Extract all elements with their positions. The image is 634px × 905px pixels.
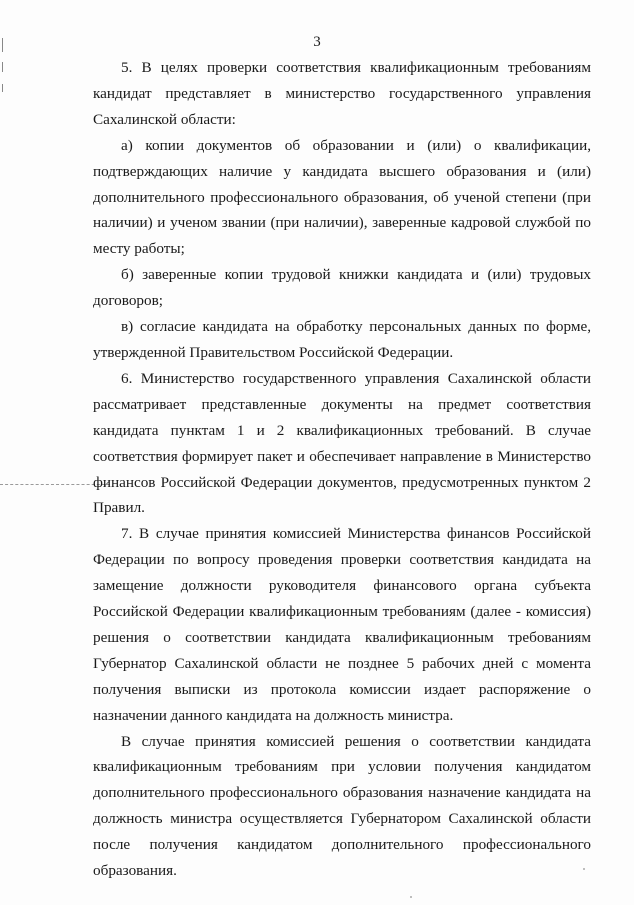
document-body <box>93 55 591 884</box>
paragraph-7: 7. В случае принятия комиссией Министерства финансов Российской Федерации по вопросу проведения проверки соответствия кандидата на замещение должности руководителя финансового органа субъекта Российской Федерации квалификационным требованиям (далее - комиссия) решения о соответствии кандидата квалификационным требованиям Губернатор Сахалинской области не позднее 5 рабочих дней с момента получения выписки из протокола комиссии издает распоряжение о назначении данного кандидата на должность министра. <box>93 525 591 724</box>
scan-margin-mark <box>2 84 3 92</box>
paragraph-5b: б) заверенные копии трудовой книжки кандидата и (или) трудовых договоров; <box>93 266 591 310</box>
paragraph-6: 6. Министерство государственного управления Сахалинской области рассматривает представленные документы на предмет соответствия кандидата пунктам 1 и 2 квалификационных требований. В случае соответствия формирует пакет и обеспечивает направление в Министерство финансов Российской Федерации документов, предусмотренных пунктом 2 Правил. <box>93 369 591 517</box>
paragraph-7-continued: В случае принятия комиссией решения о соответствии кандидата квалификационным требованиям при условии получения кандидатом дополнительного профессионального образования назначение кандидата на должность министра осуществляется Губернатором Сахалинской области после получения кандидатом дополнительного профессионального образования. <box>93 732 591 880</box>
paragraph-5: 5. В целях проверки соответствия квалификационным требованиям кандидат представляет в министерство государственного управления Сахалинской области: <box>93 59 591 128</box>
scan-speck <box>410 896 412 898</box>
scan-margin-mark <box>2 62 3 72</box>
paragraph-5c: в) согласие кандидата на обработку персональных данных по форме, утвержденной Правительством Российской Федерации. <box>93 318 591 361</box>
paragraph-5a: а) копии документов об образовании и (или) о квалификации, подтверждающих наличие у кандидата высшего образования и (или) дополнительного профессионального образования, об ученой степени (при наличии) и ученом звании (при наличии), заверенные кадровой службой по месту работы; <box>93 136 591 258</box>
page-number: 3 <box>313 34 321 50</box>
